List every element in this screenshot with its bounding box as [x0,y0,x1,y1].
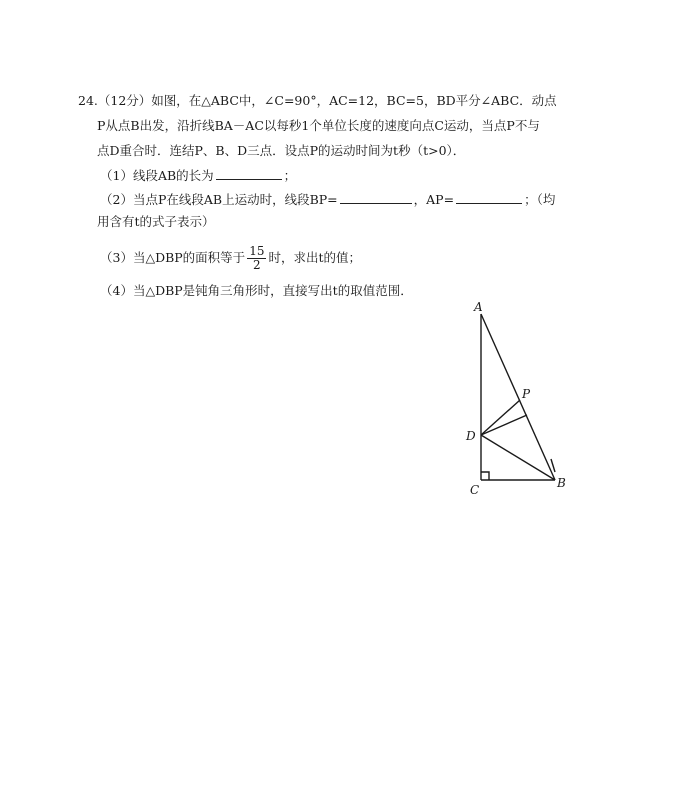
q2-mid: ，AP= [413,192,455,207]
label-B: B [557,476,566,490]
problem-line-1: 24.（12分）如图，在△ABC中，∠C=90°，AC=12，BC=5，BD平分∠ABC．动点 [78,93,557,108]
label-P: P [522,387,531,401]
q2-prefix: （2）当点P在线段AB上运动时，线段BP= [100,192,338,207]
q2-suffix: ；（均 [524,192,556,207]
tick-mark [551,459,555,472]
problem-line-2: P从点B出发，沿折线BA－AC以每秒1个单位长度的速度向点C运动，当点P不与 [97,118,540,133]
segment-D-to-AB [481,415,527,435]
right-angle-mark [481,472,489,480]
segment-AB [481,314,555,480]
q3-prefix: （3）当△DBP的面积等于 [100,250,246,265]
question-4: （4）当△DBP是钝角三角形时，直接写出t的取值范围． [100,283,413,298]
question-2-line-2: 用含有t的式子表示） [97,214,215,229]
q3-fraction-numerator: 15 [249,244,265,258]
q3-fraction-denominator: 2 [253,258,261,272]
label-A: A [474,300,483,314]
problem-line-3: 点D重合时．连结P、B、D三点．设点P的运动时间为t秒（t>0）． [97,143,466,158]
label-D: D [466,429,476,443]
q1-prefix: （1）线段AB的长为 [100,168,214,183]
label-C: C [470,483,480,497]
segment-DP [481,400,520,435]
q3-suffix: 时，求出t的值； [268,250,361,265]
q1-suffix: ； [283,168,297,183]
segment-DB [481,435,555,480]
